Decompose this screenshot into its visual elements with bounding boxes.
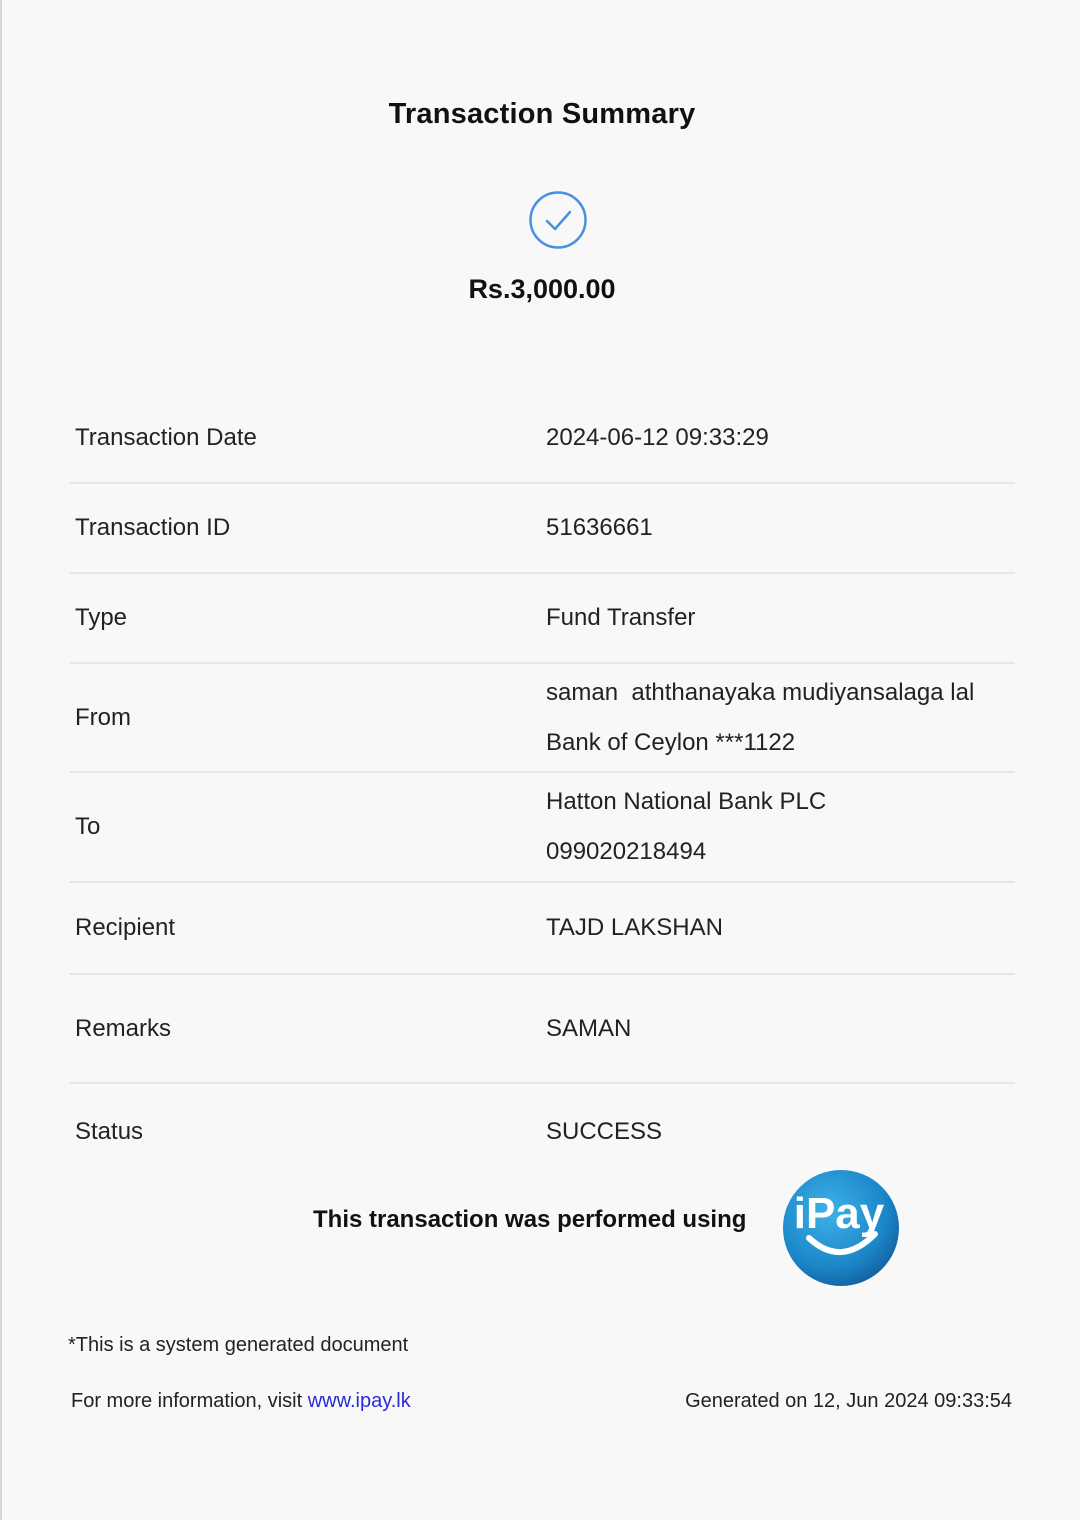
- row-status: [70, 1084, 1015, 1180]
- row-transaction-id: [70, 484, 1015, 574]
- page-title: Transaction Summary: [388, 98, 696, 130]
- to-value: [546, 788, 1015, 866]
- more-info-text: [71, 1390, 411, 1413]
- to-label: To: [75, 813, 101, 840]
- remarks-value: SAMAN: [546, 1014, 632, 1042]
- recipient-label: Recipient: [75, 914, 176, 941]
- to-account-number: 099020218494: [546, 838, 707, 865]
- row-to: [70, 773, 1015, 883]
- system-generated-note: *This is a system generated document: [68, 1334, 409, 1356]
- ipay-logo: [781, 1168, 901, 1288]
- row-type: [70, 574, 1015, 664]
- to-bank-name: Hatton National Bank PLC: [546, 788, 827, 815]
- row-recipient: [70, 883, 1015, 975]
- row-from: [70, 664, 1015, 773]
- details-table: [70, 394, 1015, 1180]
- type-label: Type: [75, 604, 128, 631]
- more-info-prefix: For more information, visit: [71, 1390, 308, 1412]
- transaction-date-label: Transaction Date: [75, 424, 257, 451]
- transaction-id-value: 51636661: [546, 514, 653, 541]
- from-account-number: Bank of Ceylon ***1122: [546, 728, 796, 756]
- status-label: Status: [75, 1118, 144, 1145]
- ipay-website-link[interactable]: www.ipay.lk: [307, 1390, 411, 1412]
- transaction-amount: Rs.3,000.00: [468, 274, 616, 304]
- ipay-logo-text: iPay: [793, 1189, 885, 1238]
- transaction-date-value: 2024-06-12 09:33:29: [546, 424, 769, 451]
- row-transaction-date: [70, 394, 1015, 484]
- generated-timestamp: Generated on 12, Jun 2024 09:33:54: [685, 1390, 1012, 1412]
- row-remarks: [70, 975, 1015, 1084]
- type-value: Fund Transfer: [546, 604, 696, 631]
- check-circle-icon: [528, 190, 588, 250]
- transaction-id-label: Transaction ID: [75, 514, 231, 541]
- from-account-name: saman aththanayaka mudiyansalaga lal: [546, 678, 975, 706]
- status-value: SUCCESS: [546, 1118, 663, 1145]
- from-value: [546, 679, 1015, 757]
- performed-using-text: This transaction was performed using: [313, 1206, 747, 1233]
- from-label: From: [75, 703, 131, 731]
- remarks-label: Remarks: [75, 1014, 172, 1042]
- recipient-value: TAJD LAKSHAN: [546, 914, 723, 941]
